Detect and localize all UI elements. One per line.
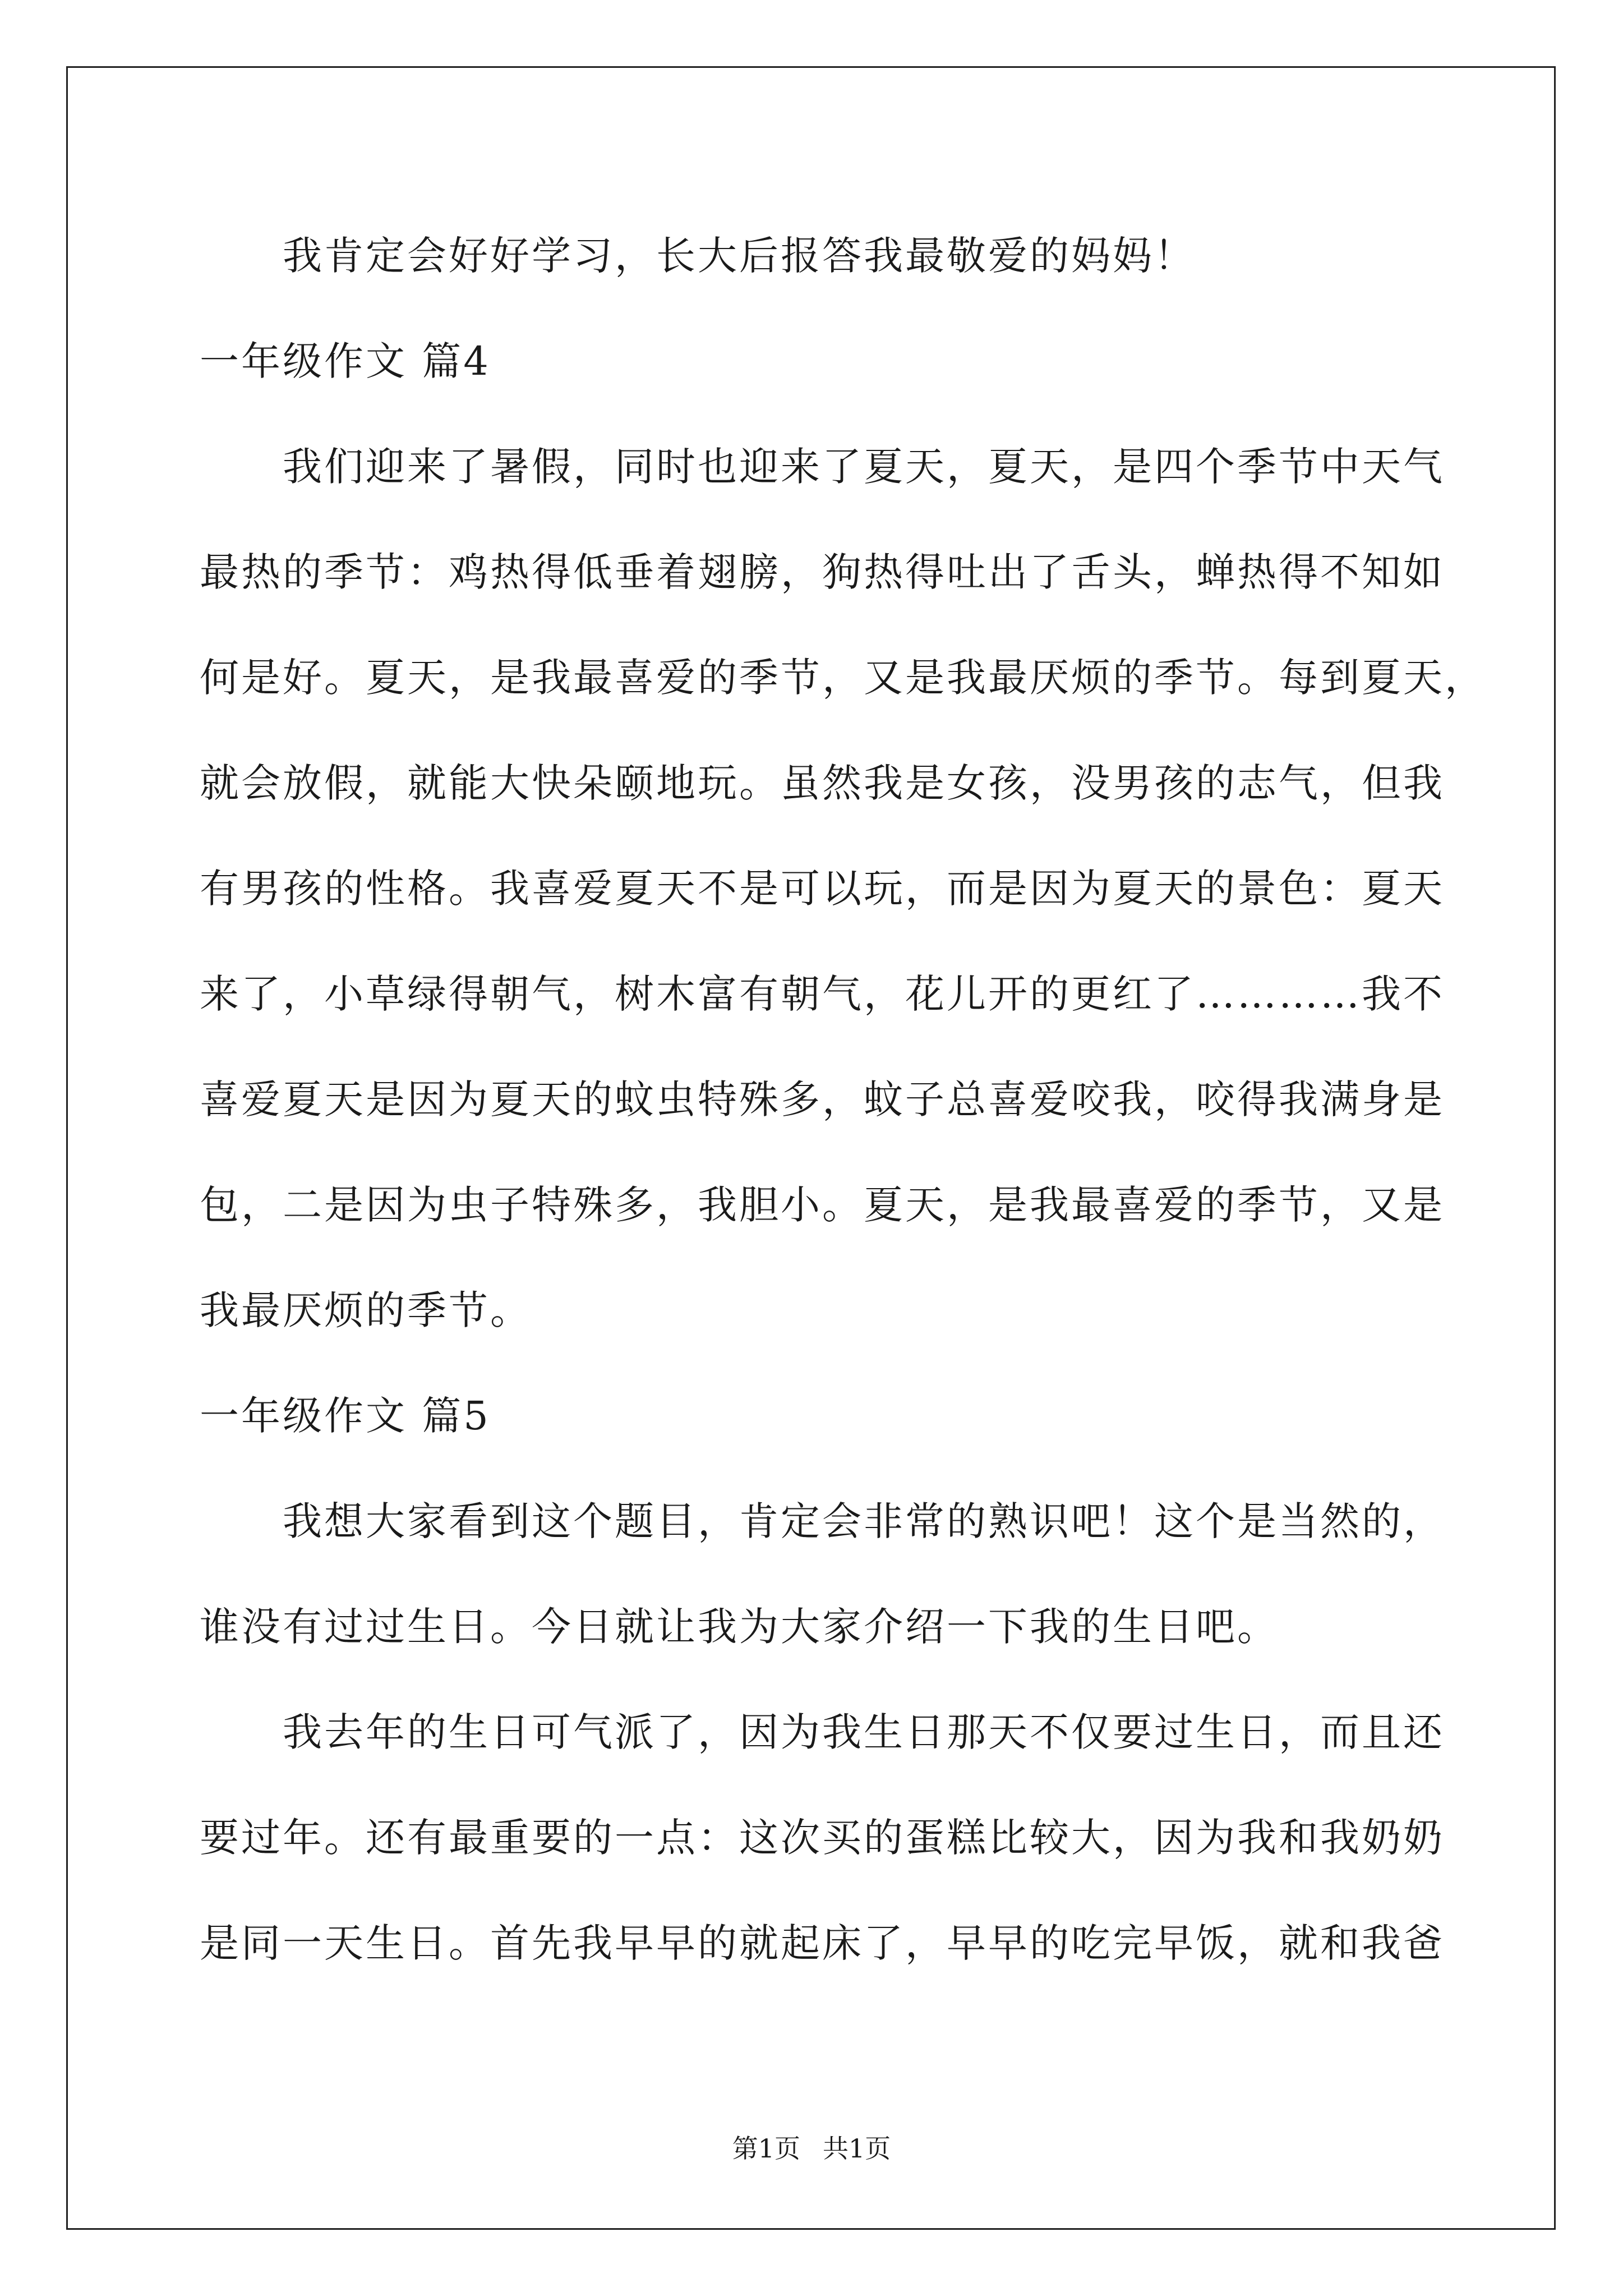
paragraph-line: 包，二是因为虫子特殊多，我胆小。夏天，是我最喜爱的季节，又是 xyxy=(200,1182,1445,1228)
paragraph-line: 我肯定会好好学习，长大后报答我最敬爱的妈妈！ xyxy=(283,233,1196,279)
page-footer xyxy=(0,2132,1623,2165)
paragraph-line: 就会放假，就能大快朵颐地玩。虽然我是女孩，没男孩的志气，但我 xyxy=(200,760,1445,806)
paragraph-line: 谁没有过过生日。今日就让我为大家介绍一下我的生日吧。 xyxy=(200,1604,1279,1650)
page-number: 第1页 xyxy=(732,2133,800,2164)
paragraph-line: 是同一天生日。首先我早早的就起床了，早早的吃完早饭，就和我爸 xyxy=(200,1920,1445,1966)
paragraph-line: 我最厌烦的季节。 xyxy=(200,1287,532,1333)
paragraph-line: 我们迎来了暑假，同时也迎来了夏天，夏天，是四个季节中天气 xyxy=(283,444,1445,490)
section-heading-4: 一年级作文 篇4 xyxy=(200,338,491,384)
section-heading-5: 一年级作文 篇5 xyxy=(200,1393,491,1439)
paragraph-line: 有男孩的性格。我喜爱夏天不是可以玩，而是因为夏天的景色：夏天 xyxy=(200,866,1445,912)
paragraph-line: 最热的季节：鸡热得低垂着翅膀，狗热得吐出了舌头，蝉热得不知如 xyxy=(200,549,1445,595)
paragraph-line: 要过年。还有最重要的一点：这次买的蛋糕比较大，因为我和我奶奶 xyxy=(200,1815,1445,1861)
paragraph-line: 喜爱夏天是因为夏天的蚊虫特殊多，蚊子总喜爱咬我，咬得我满身是 xyxy=(200,1076,1445,1122)
page-total: 共1页 xyxy=(823,2133,891,2164)
paragraph-line: 我去年的生日可气派了，因为我生日那天不仅要过生日，而且还 xyxy=(283,1709,1445,1755)
paragraph-line: 我想大家看到这个题目，肯定会非常的熟识吧！这个是当然的， xyxy=(283,1498,1445,1544)
paragraph-line: 何是好。夏天，是我最喜爱的季节，又是我最厌烦的季节。每到夏天， xyxy=(200,655,1486,701)
paragraph-line: 来了，小草绿得朝气，树木富有朝气，花儿开的更红了…………我不 xyxy=(200,971,1445,1017)
